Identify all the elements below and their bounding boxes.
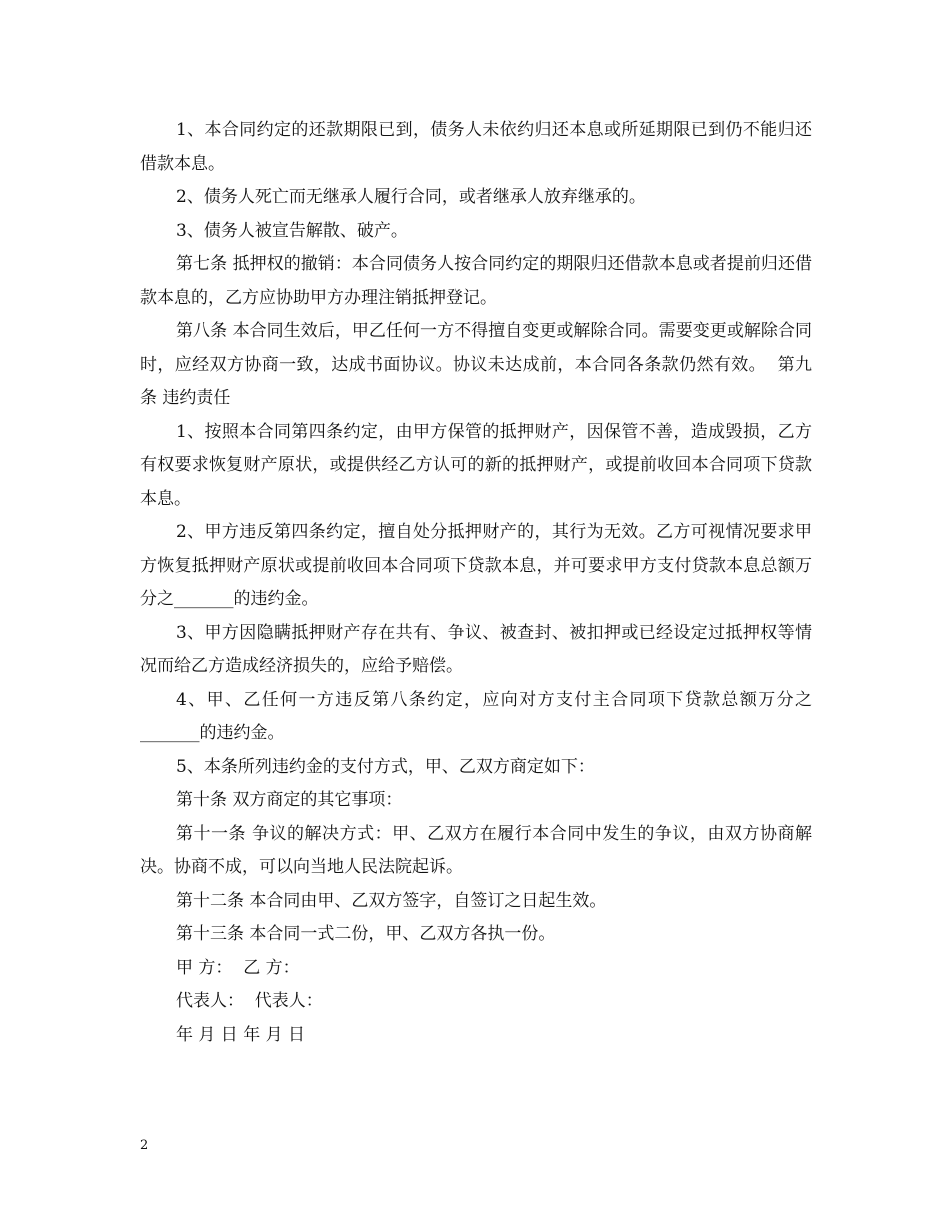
paragraph-clause-12: 第十二条 本合同由甲、乙双方签字，自签订之日起生效。	[176, 890, 607, 911]
paragraph-clause-11: 第十一条 争议的解决方式：甲、乙双方在履行本合同中发生的争议，由双方协商解决。协商不成，可以向当地人民法院起诉。	[140, 823, 812, 877]
paragraph-clause-9-item-1: 1、按照本合同第四条约定，由甲方保管的抵押财产，因保管不善，造成毁损，乙方有权要求恢复财产原状，或提供经乙方认可的新的抵押财产，或提前收回本合同项下贷款本息。	[140, 421, 812, 509]
paragraph-clause-10: 第十条 双方商定的其它事项：	[176, 790, 403, 810]
paragraph-clause-6-item-3: 3、债务人被宣告解散、破产。	[176, 220, 408, 241]
signature-date-line: 年 月 日 年 月 日	[176, 1024, 306, 1045]
paragraph-clause-6-item-1: 1、本合同约定的还款期限已到，债务人未依约归还本息或所延期限已到仍不能归还借款本息。	[140, 120, 812, 174]
paragraph-clause-9-item-2: 2、甲方违反第四条约定，擅自处分抵押财产的，其行为无效。乙方可视情况要求甲方恢复抵押财产原状或提前收回本合同项下贷款本息，并可要求甲方支付贷款本息总额万分之_______的违约金。	[140, 522, 812, 609]
page-number: 2	[140, 1138, 149, 1153]
paragraph-clause-6-item-2: 2、债务人死亡而无继承人履行合同，或者继承人放弃继承的。	[176, 187, 646, 207]
paragraph-clause-9-item-3: 3、甲方因隐瞒抵押财产存在共有、争议、被查封、被扣押或已经设定过抵押权等情况而给乙方造成经济损失的，应给予赔偿。	[140, 622, 812, 676]
paragraph-clause-13: 第十三条 本合同一式二份，甲、乙双方各执一份。	[176, 924, 556, 944]
paragraph-clause-9-item-4: 4、甲、乙任何一方违反第八条约定，应向对方支付主合同项下贷款总额万分之_______的违约金。	[140, 689, 812, 743]
paragraph-clause-7: 第七条 抵押权的撤销：本合同债务人按合同约定的期限归还借款本息或者提前归还借款本息的，乙方应协助甲方办理注销抵押登记。	[140, 254, 812, 308]
signature-representatives-line: 代表人： 代表人：	[176, 991, 323, 1011]
signature-parties-line: 甲 方： 乙 方：	[176, 957, 300, 978]
paragraph-clause-9-item-5: 5、本条所列违约金的支付方式，甲、乙双方商定如下：	[176, 756, 595, 777]
document-body	[140, 114, 812, 1052]
paragraph-clause-8: 第八条 本合同生效后，甲乙任何一方不得擅自变更或解除合同。需要变更或解除合同时，应经双方协商一致，达成书面协议。协议未达成前，本合同各条款仍然有效。 第九条 违约责任	[140, 321, 812, 408]
